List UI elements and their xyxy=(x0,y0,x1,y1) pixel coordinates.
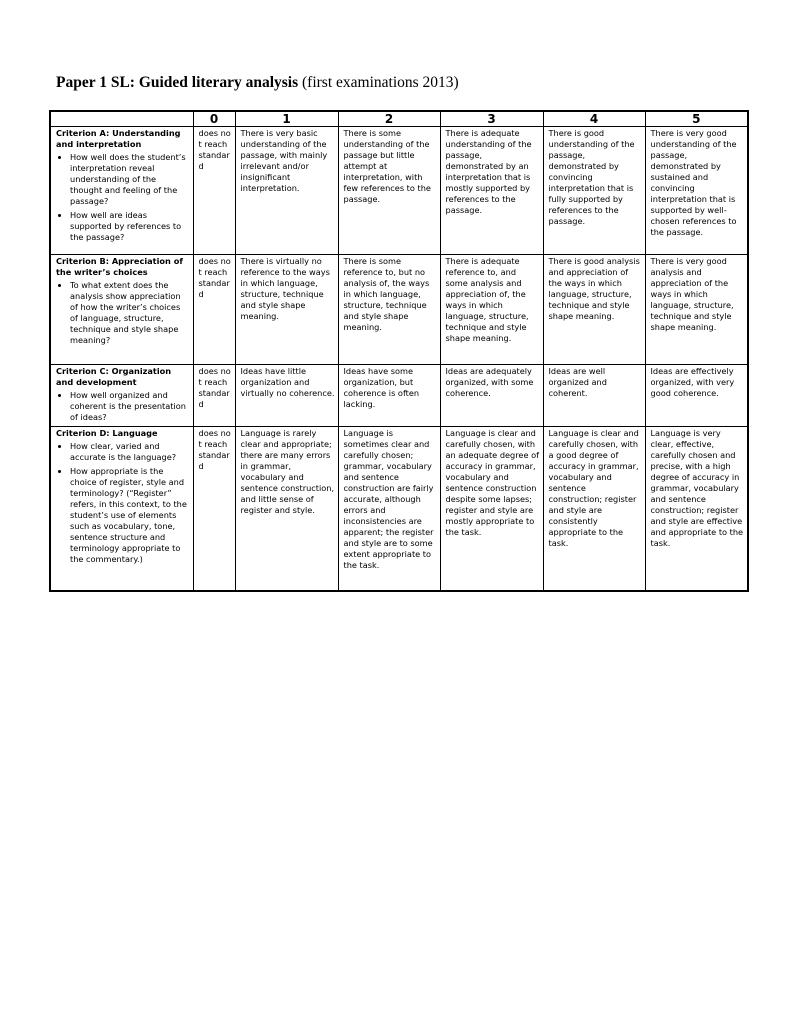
level-5-descriptor: Ideas are effectively organized, with very good coherence. xyxy=(645,365,748,427)
criterion-cell xyxy=(50,365,193,427)
level-5-descriptor: Language is very clear, effective, carefully chosen and precise, with a high degree of accuracy in grammar, vocabulary and sentence construction; register and style are effective and appropriate to the task. xyxy=(645,427,748,592)
level-2-descriptor: There is some understanding of the passage but little attempt at interpretation, with few references to the passage. xyxy=(338,127,440,255)
title-subtitle: (first examinations 2013) xyxy=(298,74,459,91)
level-1-descriptor: There is very basic understanding of the passage, with mainly irrelevant and/or insignificant interpretation. xyxy=(235,127,338,255)
level-1-descriptor: Language is rarely clear and appropriate; there are many errors in grammar, vocabulary and sentence construction, and little sense of register and style. xyxy=(235,427,338,592)
criterion-title: Criterion C: Organization and development xyxy=(56,366,172,387)
level-2-descriptor: Language is sometimes clear and carefully chosen; grammar, vocabulary and sentence construction are fairly accurate, although errors and inconsistencies are apparent; the register and style are to some extent appropriate to the task. xyxy=(338,427,440,592)
level-1-descriptor: There is virtually no reference to the ways in which language, structure, technique and style shape meaning. xyxy=(235,255,338,365)
level-1-descriptor: Ideas have little organization and virtually no coherence. xyxy=(235,365,338,427)
header-cell-level-5: 5 xyxy=(645,111,748,127)
level-4-descriptor: There is good understanding of the passage, demonstrated by convincing interpretation that is fully supported by references to the passage. xyxy=(543,127,645,255)
level-3-descriptor: There is adequate reference to, and some analysis and appreciation of, the ways in which language, structure, technique and style shape meaning. xyxy=(440,255,543,365)
level-2-descriptor: Ideas have some organization, but coherence is often lacking. xyxy=(338,365,440,427)
header-cell-level-0: 0 xyxy=(193,111,235,127)
criterion-cell xyxy=(50,427,193,592)
level-2-descriptor: There is some reference to, but no analysis of, the ways in which language, structure, technique and style shape meaning. xyxy=(338,255,440,365)
level-4-descriptor: There is good analysis and appreciation of the ways in which language, structure, technique and style shape meaning. xyxy=(543,255,645,365)
page-title xyxy=(56,74,459,92)
criterion-cell xyxy=(50,255,193,365)
table-row-criterion-c xyxy=(50,365,748,427)
level-0-descriptor: does not reach standard xyxy=(193,427,235,592)
criterion-questions xyxy=(56,280,190,346)
level-5-descriptor: There is very good analysis and appreciation of the ways in which language, structure, technique and style shape meaning. xyxy=(645,255,748,365)
header-cell-blank xyxy=(50,111,193,127)
table-header-row xyxy=(50,111,748,127)
criterion-cell xyxy=(50,127,193,255)
level-0-descriptor: does not reach standard xyxy=(193,127,235,255)
header-cell-level-2: 2 xyxy=(338,111,440,127)
level-3-descriptor: Ideas are adequately organized, with some coherence. xyxy=(440,365,543,427)
assessment-rubric-table xyxy=(49,110,749,592)
criterion-title: Criterion B: Appreciation of the writer’s choices xyxy=(56,256,183,277)
criterion-question: • How well are ideas supported by references to the passage? xyxy=(70,210,190,243)
criterion-title: Criterion D: Language xyxy=(56,428,158,438)
title-bold: Paper 1 SL: Guided literary analysis xyxy=(56,74,299,91)
level-0-descriptor: does not reach standard xyxy=(193,255,235,365)
criterion-question: • How appropriate is the choice of register, style and terminology? (“Register” refers, in this context, to the student’s use of elements such as vocabulary, tone, sentence structure and terminology appropriate to the commentary.) xyxy=(70,466,190,565)
table-row-criterion-d xyxy=(50,427,748,592)
level-3-descriptor: There is adequate understanding of the passage, demonstrated by an interpretation that is mostly supported by references to the passage. xyxy=(440,127,543,255)
criterion-questions xyxy=(56,390,190,423)
criterion-question: • How well does the student’s interpretation reveal understanding of the thought and feeling of the passage? xyxy=(70,152,190,207)
header-cell-level-3: 3 xyxy=(440,111,543,127)
header-cell-level-4: 4 xyxy=(543,111,645,127)
level-4-descriptor: Language is clear and carefully chosen, with a good degree of accuracy in grammar, vocabulary and sentence construction; register and style are consistently appropriate to the task. xyxy=(543,427,645,592)
criterion-question: • How clear, varied and accurate is the language? xyxy=(70,441,190,463)
header-cell-level-1: 1 xyxy=(235,111,338,127)
criterion-title: Criterion A: Understanding and interpretation xyxy=(56,128,181,149)
criterion-questions xyxy=(56,152,190,243)
table-row-criterion-a xyxy=(50,127,748,255)
criterion-question: • How well organized and coherent is the presentation of ideas? xyxy=(70,390,190,423)
level-3-descriptor: Language is clear and carefully chosen, with an adequate degree of accuracy in grammar, vocabulary and sentence construction despite some lapses; register and style are mostly appropriate to the task. xyxy=(440,427,543,592)
criterion-questions xyxy=(56,441,190,565)
level-0-descriptor: does not reach standard xyxy=(193,365,235,427)
criterion-question: • To what extent does the analysis show appreciation of how the writer’s choices of language, structure, technique and style shape meaning? xyxy=(70,280,190,346)
level-5-descriptor: There is very good understanding of the passage, demonstrated by sustained and convincing interpretation that is supported by well-chosen references to the passage. xyxy=(645,127,748,255)
table-row-criterion-b xyxy=(50,255,748,365)
level-4-descriptor: Ideas are well organized and coherent. xyxy=(543,365,645,427)
